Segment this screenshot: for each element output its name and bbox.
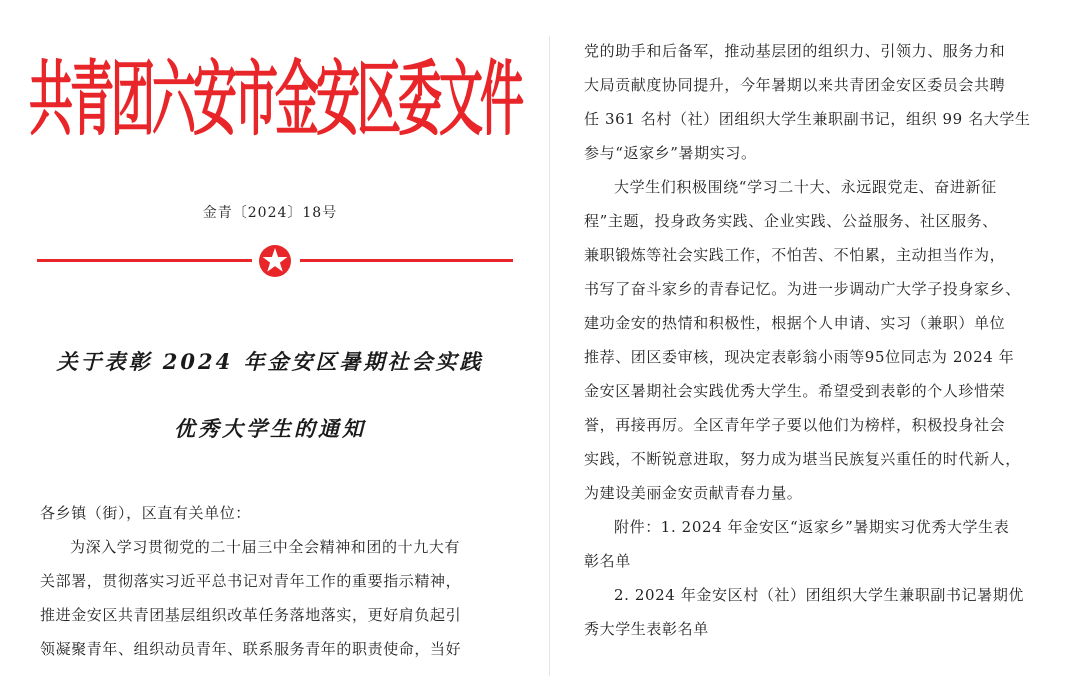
attachment-1 [584, 510, 1031, 578]
paragraph-line: 实践，不断锐意进取，努力成为堪当民族复兴重任的时代新人， [584, 450, 1021, 468]
right-page [540, 0, 1080, 688]
salutation: 各乡镇（街），区直有关单位： [40, 504, 251, 522]
paragraph-line: 金安区暑期社会实践优秀大学生。希望受到表彰的个人珍惜荣 [584, 382, 1006, 400]
paragraph-line: 推荐、团区委审核，现决定表彰翁小雨等95位同志为 2024 年 [584, 348, 1015, 366]
paragraph-line: 参与“返家乡”暑期实习。 [584, 144, 757, 162]
attachment-line: 彰名单 [584, 552, 631, 570]
document-masthead [29, 38, 521, 148]
paragraph-line: 为深入学习贯彻党的二十届三中全会精神和团的十九大有 [70, 538, 461, 556]
paragraph-line: 兼职锻炼等社会实践工作，不怕苦、不怕累，主动担当作为， [584, 246, 1006, 264]
paragraph-line: 为建设美丽金安贡献青春力量。 [584, 484, 803, 502]
paragraph-1-continued [584, 34, 1031, 170]
red-star-emblem-icon [257, 243, 293, 279]
paragraph-line: 誉，再接再厉。全区青年学子要以他们为榜样，积极投身社会 [584, 416, 1006, 434]
paragraph-2 [584, 170, 1031, 510]
paragraph-line: 程”主题，投身政务实践、企业实践、公益服务、社区服务、 [584, 212, 998, 230]
paragraph-line: 书写了奋斗家乡的青春记忆。为进一步调动广大学子投身家乡、 [584, 280, 1021, 298]
paragraph-line: 大局贡献度协同提升，今年暑期以来共青团金安区委员会共聘 [584, 76, 1006, 94]
notice-title-line-2: 优秀大学生的通知 [174, 416, 366, 441]
attachment-2 [584, 578, 1031, 646]
paragraph-line: 建功金安的热情和积极性，根据个人申请、实习（兼职）单位 [584, 314, 1006, 332]
right-page-body [584, 34, 1031, 646]
paragraph-line: 大学生们积极围绕“学习二十大、永远跟党走、奋进新征 [614, 178, 997, 196]
attachment-line: 2. 2024 年金安区村（社）团组织大学生兼职副书记暑期优 [614, 586, 1025, 604]
attachment-line: 附件：1. 2024 年金安区“返家乡”暑期实习优秀大学生表 [614, 518, 1010, 536]
notice-title-line-1: 关于表彰 2024 年金安区暑期社会实践 [56, 349, 484, 374]
red-rule-right [300, 259, 513, 262]
masthead-text: 共青团六安市金安区委文件 [29, 53, 521, 148]
attachment-line: 秀大学生表彰名单 [584, 620, 709, 638]
paragraph-1 [40, 530, 461, 666]
paragraph-line: 领凝聚青年、组织动员青年、联系服务青年的职责使命，当好 [40, 640, 462, 658]
document-number: 金青〔2024〕18号 [202, 205, 338, 221]
paragraph-line: 关部署，贯彻落实习近平总书记对青年工作的重要指示精神， [40, 572, 462, 590]
red-rule-left [37, 259, 252, 262]
paragraph-line: 任 361 名村（社）团组织大学生兼职副书记，组织 99 名大学生 [584, 110, 1031, 128]
paragraph-line: 推进金安区共青团基层组织改革任务落地落实，更好肩负起引 [40, 606, 462, 624]
paragraph-line: 党的助手和后备军，推动基层团的组织力、引领力、服务力和 [584, 42, 1006, 60]
